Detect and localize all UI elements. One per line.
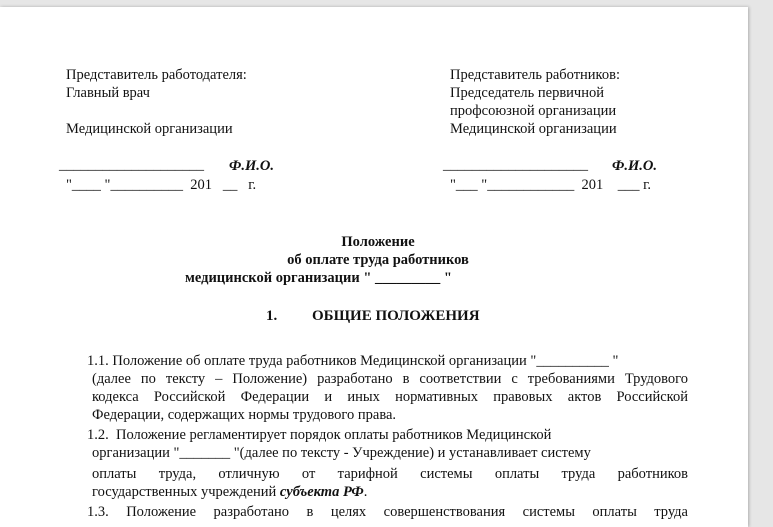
- employees-organization: Медицинской организации: [450, 121, 617, 137]
- paragraph-1-1-line2: (далее по тексту – Положение) разработано в соответствии с требованиями Трудового: [92, 371, 688, 387]
- document-title-line3: медицинской организации " _________ ": [185, 270, 452, 286]
- employees-fio: Ф.И.О.: [612, 158, 657, 174]
- section-heading: ОБЩИЕ ПОЛОЖЕНИЯ: [312, 308, 480, 324]
- employees-date-line: "___ "____________ 201 ___ г.: [450, 177, 652, 193]
- employees-signature-line: ____________________: [443, 157, 588, 173]
- paragraph-1-2-emphasis: субъекта РФ: [279, 484, 364, 500]
- employees-label: Представитель работников:: [450, 67, 620, 83]
- employees-position-line2: профсоюзной организации: [450, 103, 617, 119]
- employer-fio: Ф.И.О.: [229, 158, 274, 174]
- employer-signature-line: ____________________: [59, 157, 204, 173]
- paragraph-1-2-line4-end: .: [363, 484, 368, 500]
- paragraph-1-2-line2: организации "_______ "(далее по тексту - Учреждение) и устанавливает систему: [92, 445, 591, 461]
- paragraph-1-2-line3: оплаты труда, отличную от тарифной системы оплаты труда работников: [92, 466, 688, 482]
- employer-label: Представитель работодателя:: [66, 67, 247, 83]
- employer-organization: Медицинской организации: [66, 121, 233, 137]
- paragraph-1-1-line4: Федерации, содержащих нормы трудового права.: [92, 407, 397, 423]
- paragraph-1-1-line3: кодекса Российской Федерации и иных нормативных правовых актов Российской: [92, 389, 688, 405]
- employer-date-line: "____ "__________ 201 __ г.: [66, 177, 257, 193]
- paragraph-1-3-line1: 1.3. Положение разработано в целях совершенствования системы оплаты труда: [87, 504, 688, 520]
- paragraph-1-2-line1: 1.2. Положение регламентирует порядок оплаты работников Медицинской: [87, 427, 552, 443]
- section-number: 1.: [266, 308, 278, 324]
- document-title-line2: об оплате труда работников: [287, 252, 469, 268]
- employer-position: Главный врач: [66, 85, 150, 101]
- document-page: [0, 7, 748, 527]
- paragraph-1-2-line4: [92, 483, 367, 501]
- document-title-line1: Положение: [341, 234, 415, 250]
- employees-position-line1: Председатель первичной: [450, 85, 604, 101]
- paragraph-1-2-line4-start: государственных учреждений: [92, 484, 280, 500]
- paragraph-1-1-line1: 1.1. Положение об оплате труда работников Медицинской организации "__________ ": [87, 353, 619, 369]
